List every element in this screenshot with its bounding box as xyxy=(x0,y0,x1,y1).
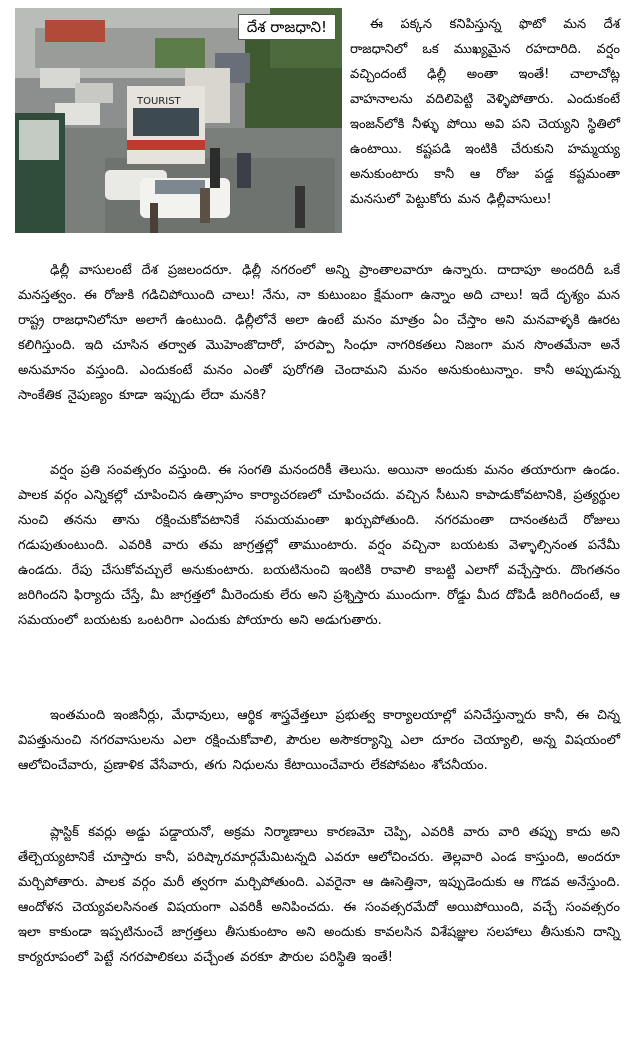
photo-caption: దేశ రాజధాని! xyxy=(238,14,336,40)
bus-sign: TOURIST xyxy=(137,96,181,107)
flooded-road-scene xyxy=(15,8,342,233)
body-paragraph-3: ఇంతమంది ఇంజినీర్లు, మేధావులు, ఆర్థిక శాస్త్రవేత్తలూ ప్రభుత్వ కార్యాలయాల్లో పనిచేస్తున్నారు కానీ, ఈ చిన్న విపత్తునుంచి నగరవాసులను ఎలా రక్షించుకోవాలి, పౌరుల అసౌకర్యాన్ని ఎలా దూరం చెయ్యాలి, అన్న విషయంలో ఆలోచించేవారు, ప్రణాళిక వేసేవారు, తగు నిధులను కేటాయించేవారు లేకపోవటం శోచనీయం. xyxy=(18,708,620,773)
body-paragraph-4: ప్లాస్టిక్ కవర్లు అడ్డు పడ్డాయనో, అక్రమ నిర్మాణాలు కారణమో చెప్పి, ఎవరికి వారు వారి తప్పు కాదు అని తేల్చెయ్యటానికే చూస్తారు కానీ, పరిష్కారమార్గమేమిటన్నది ఎవరూ ఆలోచించరు. తెల్లవారి ఎండ కాస్తుంది, అందరూ మర్చిపోతారు. పాలక వర్గం మరీ త్వరగా మర్చిపోతుంది. ఎవరైనా ఆ ఊసెత్తినా, ఇప్పుడెందుకు ఆ గొడవ అనేస్తుంది. ఆందోళన చెయ్యవలసినంత విషయంగా ఎవరికీ అనిపించదు. ఈ సంవత్సరమేదో అయిపోయింది, వచ్చే సంవత్సరం ఇలా కాకుండా ఇప్పటినుంచే జాగ్రత్తలు తీసుకుంటాం అని అందుకు కావలసిన విశేషజ్ఞుల సలహాలు తీసుకుని దాన్ని కార్యరూపంలో పెట్టే నగరపాలికలు వచ్చేంత వరకూ పౌరుల పరిస్థితి ఇంతే! xyxy=(18,825,620,965)
intro-paragraph: ఈ పక్కన కనిపిస్తున్న ఫొటో మన దేశ రాజధానిలో ఒక ముఖ్యమైన రహదారిది. వర్షం వచ్చిందంటే ఢిల్లీ అంతా ఇంతే! చాలాచోట్ల వాహనాలను వదిలిపెట్టి వెళ్ళిపోతారు. ఎందుకంటే ఇంజన్‌లోకి నీళ్ళు పోయి అవి పని చెయ్యని స్థితిలో ఉంటాయి. కష్టపడి ఇంటికి చేరుకుని హమ్మయ్య అనుకుంటారు కానీ ఆ రోజు పడ్డ కష్టమంతా మనసులో పెట్టుకోరు మన ఢిల్లీవాసులు! xyxy=(350,17,620,207)
flooded-road-photo xyxy=(15,8,342,233)
body-paragraph-1: ఢిల్లీ వాసులంటే దేశ ప్రజలందరూ. ఢిల్లీ నగరంలో అన్ని ప్రాంతాలవారూ ఉన్నారు. దాదాపూ అందరిదీ ఒకే మనస్తత్వం. ఈ రోజుకి గడిచిపోయింది చాలు! నేను, నా కుటుంబం క్షేమంగా ఉన్నాం అది చాలు! ఇదే దృశ్యం మన రాష్ట్ర రాజధానిలోనూ అలాగే ఉంటుంది. ఢిల్లీలోనే అలా ఉంటే మనం మాత్రం ఏం చేస్తాం అని మనవాళ్ళకి ఊరట కలిగిస్తుంది. ఇది చూసిన తర్వాత మొహెంజొదారో, హరప్పా సింధూ నాగరికతలు నిజంగా మన సొంతమేనా అనే అనుమానం వస్తుంది. ఎందుకంటే మనం ఎంతో పురోగతి చెందామని మనం అనుకుంటున్నాం. కానీ అప్పుడున్న సాంకేతిక నైపుణ్యం కూడా ఇప్పుడు లేదా మనకి? xyxy=(18,263,620,403)
body-paragraph-2: వర్షం ప్రతి సంవత్సరం వస్తుంది. ఈ సంగతి మనందరికీ తెలుసు. అయినా అందుకు మనం తయారుగా ఉండం. పాలక వర్గం ఎన్నికల్లో చూపించిన ఉత్సాహం కార్యాచరణలో చూపించదు. వచ్చిన సీటుని కాపాడుకోవటానికి, ప్రత్యర్థుల నుంచి తనను తాను రక్షించుకోవటానికే సమయమంతా ఖర్చుపోతుంది. నగరమంతా దానంతటదే రోజులు గడుపుతుంటుంది. ఎవరికి వారు తమ జాగ్రత్తల్లో తాముంటారు. వర్షం వచ్చినా బయటకు వెళ్ళాల్సినంత పనేమీ ఉండదు. రేపు చేసుకోవచ్చులే అనుకుంటారు. బయటినుంచి ఇంటికి రావాలి కాబట్టి ఎలాగో వచ్చేస్తారు. దొంగతనం జరిగిందని ఫిర్యాదు చేస్తే, మీ జాగ్రత్తలో మీరెందుకు లేరు అని ప్రశ్నిస్తారు ముందుగా. రోడ్డు మీద దోపిడీ జరిగిందంటే, ఆ సమయంలో బయటకు ఒంటరిగా ఎందుకు పోయారు అని అడుగుతారు. xyxy=(18,463,620,628)
